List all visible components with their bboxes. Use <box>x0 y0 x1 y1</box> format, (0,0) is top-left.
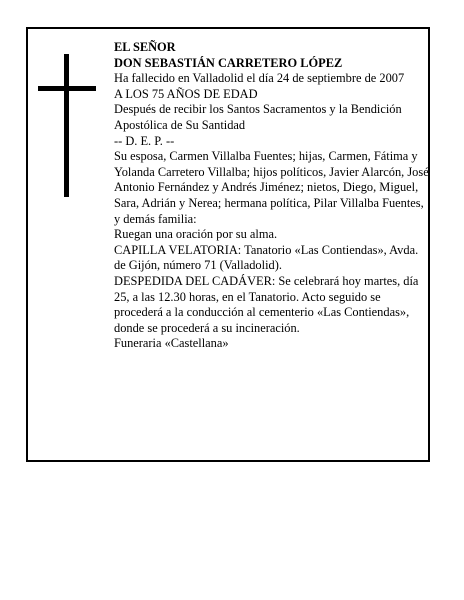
cross-vertical-bar <box>64 54 69 197</box>
family-list: Su esposa, Carmen Villalba Fuentes; hijas, Carmen, Fátima y Yolanda Carretero Villalba; hijos políticos, Javier Alarcón, José Antonio Fernández y Andrés Jiménez; nietos, Diego, Miguel, Sara, Adrián y Nerea; hermana política, Pilar Villalba Fuentes, y demás familia: <box>114 149 429 226</box>
rip-line: -- D. E. P. -- <box>114 133 175 148</box>
death-statement: Ha fallecido en Valladolid el día 24 de septiembre de 2007 <box>114 71 405 86</box>
chapel-info: CAPILLA VELATORIA: Tanatorio «Las Contiendas», Avda. de Gijón, número 71 (Valladolid). <box>114 242 419 273</box>
latin-cross-icon <box>38 54 96 197</box>
obituary-text <box>114 40 430 352</box>
sacraments-statement: Después de recibir los Santos Sacramentos y la Bendición Apostólica de Su Santidad <box>114 102 402 132</box>
notice-heading: EL SEÑOR <box>114 40 176 54</box>
cross-horizontal-bar <box>38 86 96 91</box>
prayer-request: Ruegan una oración por su alma. <box>114 227 278 242</box>
deceased-name: DON SEBASTIÁN CARRETERO LÓPEZ <box>114 55 343 70</box>
farewell-info: DESPEDIDA DEL CADÁVER: Se celebrará hoy martes, día 25, a las 12.30 horas, en el Tanatorio. Acto seguido se procederá a la conducción al cementerio «Las Contiendas», donde se procederá a su incineración. <box>114 273 419 335</box>
funeral-home: Funeraria «Castellana» <box>114 336 229 351</box>
age-statement: A LOS 75 AÑOS DE EDAD <box>114 86 258 101</box>
